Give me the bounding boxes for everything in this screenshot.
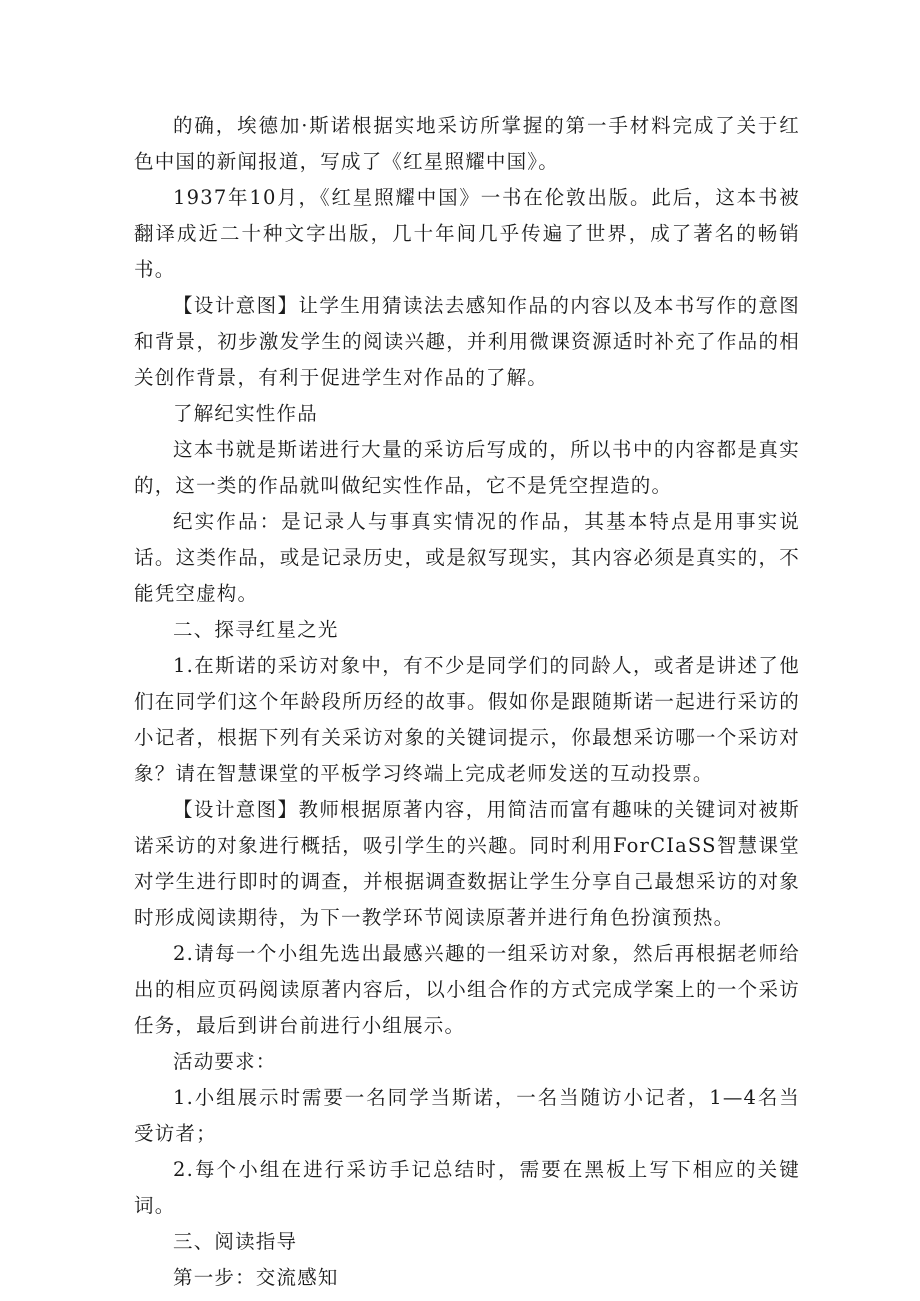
paragraph-publication: 1937年10月，《红星照耀中国》一书在伦敦出版。此后，这本书被翻译成近二十种文字出版，几十年间几乎传遍了世界，成了著名的畅销书。: [134, 186, 800, 281]
heading-section-three: 三、阅读指导: [173, 1230, 298, 1253]
paragraph-task-1: 1.在斯诺的采访对象中，有不少是同学们的同龄人，或者是讲述了他们在同学们这个年龄段所历经的故事。假如你是跟随斯诺一起进行采访的小记者，根据下列有关采访对象的关键词提示，你最想采访哪一个采访对象？请在智慧课堂的平板学习终端上完成老师发送的互动投票。: [134, 654, 800, 785]
paragraph-documentary-definition: 纪实作品：是记录人与事真实情况的作品，其基本特点是用事实说话。这类作品，或是记录历史，或是叙写现实，其内容必须是真实的，不能凭空虚构。: [134, 510, 800, 605]
paragraph-design-intent-2: 【设计意图】教师根据原著内容，用简洁而富有趣味的关键词对被斯诺采访的对象进行概括，吸引学生的兴趣。同时利用ForCIaSS智慧课堂对学生进行即时的调查，并根据调查数据让学生分享自己最想采访的对象时形成阅读期待，为下一教学环节阅读原著并进行角色扮演预热。: [134, 798, 800, 929]
paragraph-book-interviews: 这本书就是斯诺进行大量的采访后写成的，所以书中的内容都是真实的，这一类的作品就叫做纪实性作品，它不是凭空捏造的。: [134, 438, 800, 497]
paragraph-requirement-1: 1.小组展示时需要一名同学当斯诺，一名当随访小记者，1—4名当受访者；: [134, 1086, 800, 1145]
paragraph-snow-report: 的确，埃德加·斯诺根据实地采访所掌握的第一手材料完成了关于红色中国的新闻报道，写成了《红星照耀中国》。: [134, 114, 800, 173]
paragraph-requirement-2: 2.每个小组在进行采访手记总结时，需要在黑板上写下相应的关键词。: [134, 1158, 800, 1217]
paragraph-task-2: 2.请每一个小组先选出最感兴趣的一组采访对象，然后再根据老师给出的相应页码阅读原著内容后，以小组合作的方式完成学案上的一个采访任务，最后到讲台前进行小组展示。: [134, 942, 800, 1037]
heading-activity-requirements: 活动要求：: [173, 1050, 277, 1073]
heading-section-two: 二、探寻红星之光: [173, 618, 339, 641]
heading-documentary-works: 了解纪实性作品: [173, 402, 318, 425]
paragraph-design-intent-1: 【设计意图】让学生用猜读法去感知作品的内容以及本书写作的意图和背景，初步激发学生的阅读兴趣，并利用微课资源适时补充了作品的相关创作背景，有利于促进学生对作品的了解。: [134, 294, 800, 389]
document-body: [134, 108, 800, 1296]
heading-step-one: 第一步：交流感知: [173, 1266, 339, 1289]
